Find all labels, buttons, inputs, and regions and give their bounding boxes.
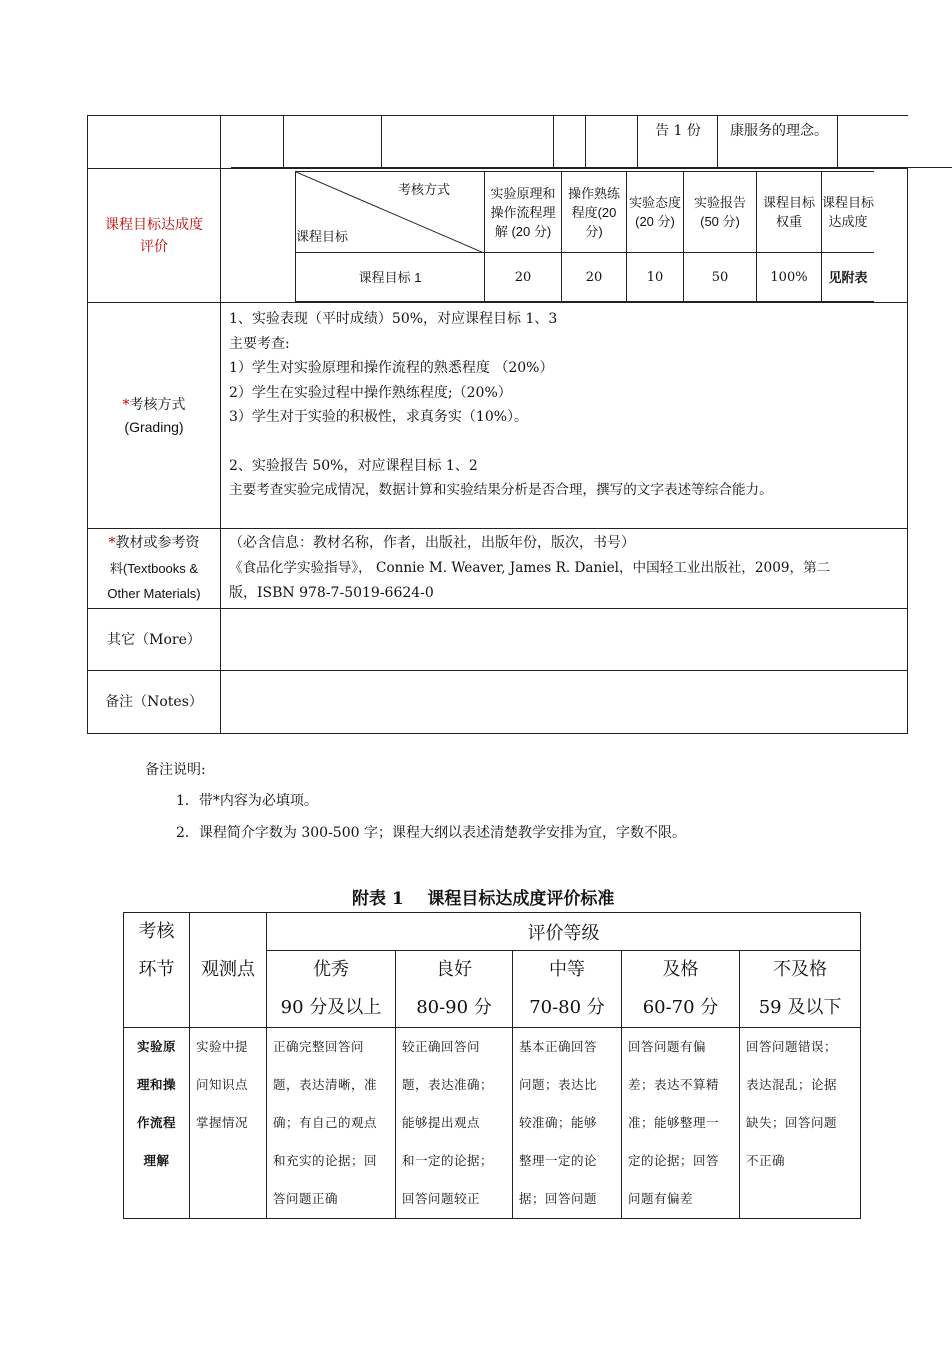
grading-line <box>229 430 899 454</box>
grade-header: 评价等级 <box>267 913 861 951</box>
grade-pass: 及格 60-70 分 <box>622 951 740 1028</box>
header-report: 实验报告 (50 分) <box>684 172 757 253</box>
grade-excellent: 优秀 90 分及以上 <box>267 951 396 1028</box>
course-info-table <box>87 115 908 734</box>
goal-val-weight: 100% <box>757 253 822 302</box>
stage-cell: 实验原 理和操 作流程 理解 <box>124 1028 190 1219</box>
top-left-cell <box>88 116 221 169</box>
more-label: 其它（More） <box>88 609 221 671</box>
header-principle: 实验原理和操作流程理解 (20 分) <box>485 172 562 253</box>
books-line: 版，ISBN 978-7-5019-6624-0 <box>229 585 434 601</box>
criteria-excellent: 正确完整回答问 题，表达清晰，准 确；有自己的观点 和充实的论据；回 答问题正确 <box>267 1028 396 1219</box>
service-text: 康服务的理念。 <box>730 123 828 139</box>
diagonal-header <box>296 172 485 253</box>
goal-name: 课程目标 1 <box>296 253 485 302</box>
more-value <box>221 609 908 671</box>
assessment-label: 课程目标达成度评价 <box>88 169 221 303</box>
header-attitude: 实验态度 (20 分) <box>627 172 684 253</box>
header-achievement: 课程目标达成度 <box>822 172 875 253</box>
observe-header: 观测点 <box>190 913 267 1028</box>
grading-line: 主要考查实验完成情况，数据计算和实验结果分析是否合理，撰写的文字表述等综合能力。 <box>229 482 773 498</box>
top-continued-cell <box>221 116 908 169</box>
grading-content <box>221 303 908 529</box>
appendix-table <box>123 912 861 1219</box>
books-label: *教材或参考资 料(Textbooks & Other Materials) <box>88 529 221 609</box>
grade-medium: 中等 70-80 分 <box>513 951 622 1028</box>
grade-good: 良好 80-90 分 <box>396 951 513 1028</box>
grading-line: 3）学生对于实验的积极性，求真务实（10%）。 <box>229 409 529 425</box>
criteria-medium: 基本正确回答 问题；表达比 较准确；能够 整理一定的论 据；回答问题 <box>513 1028 622 1219</box>
grading-line: 1、实验表现（平时成绩）50%，对应课程目标 1、3 <box>229 311 558 327</box>
grading-line: 2）学生在实验过程中操作熟练程度;（20%） <box>229 384 512 401</box>
assessment-inner-table <box>295 171 874 302</box>
assessment-cell <box>221 169 908 303</box>
diag-top-label: 考核方式 <box>397 182 450 197</box>
diag-bottom-label: 课程目标 <box>296 229 349 244</box>
remark-item: 1．带*内容为必填项。 <box>176 793 318 809</box>
goal-val-attitude: 10 <box>627 253 684 302</box>
grading-line: 主要考查: <box>229 335 290 352</box>
criteria-good: 较正确回答问 题，表达准确； 能够提出观点 和一定的论据； 回答问题较正 <box>396 1028 513 1219</box>
grading-line: 2、实验报告 50%，对应课程目标 1、2 <box>229 457 478 474</box>
grading-line: 1）学生对实验原理和操作流程的熟悉程度 （20%） <box>229 360 554 376</box>
criteria-pass: 回答问题有偏 差；表达不算精 准；能够整理一 定的论据；回答 问题有偏差 <box>622 1028 740 1219</box>
goal-val-skill: 20 <box>562 253 627 302</box>
books-line: （必含信息：教材名称，作者，出版社，出版年份，版次，书号） <box>229 535 635 551</box>
notes-value <box>221 671 908 734</box>
header-skill: 操作熟练程度(20 分) <box>562 172 627 253</box>
books-label-3: Other Materials) <box>107 586 201 601</box>
remark-item: 2．课程简介字数为 300-500 字；课程大纲以表述清楚教学安排为宜，字数不限。 <box>176 825 686 841</box>
header-weight: 课程目标权重 <box>757 172 822 253</box>
criteria-fail: 回答问题错误； 表达混乱；论据 缺失；回答问题 不正确 <box>740 1028 861 1219</box>
grading-label-en: (Grading) <box>124 418 184 435</box>
appendix-title: 附表 1 课程目标达成度评价标准 <box>352 889 615 909</box>
books-line: 《食品化学实验指导》， Connie M. Weaver, James R. Daniel，中国轻工业出版社，2009，第二 <box>229 560 831 576</box>
grade-fail: 不及格 59 及以下 <box>740 951 861 1028</box>
remarks-title: 备注说明: <box>145 762 206 778</box>
report-copies: 告 1 份 <box>655 123 701 139</box>
assess-stage-header: 考核 环节 <box>124 913 190 1028</box>
observe-cell: 实验中提 问知识点 掌握情况 <box>190 1028 267 1219</box>
goal-val-achievement: 见附表 <box>822 253 875 302</box>
goal-val-principle: 20 <box>485 253 562 302</box>
notes-label: 备注（Notes） <box>88 671 221 734</box>
books-content <box>221 529 908 609</box>
goal-val-report: 50 <box>684 253 757 302</box>
grading-label: *考核方式 (Grading) <box>88 303 221 529</box>
